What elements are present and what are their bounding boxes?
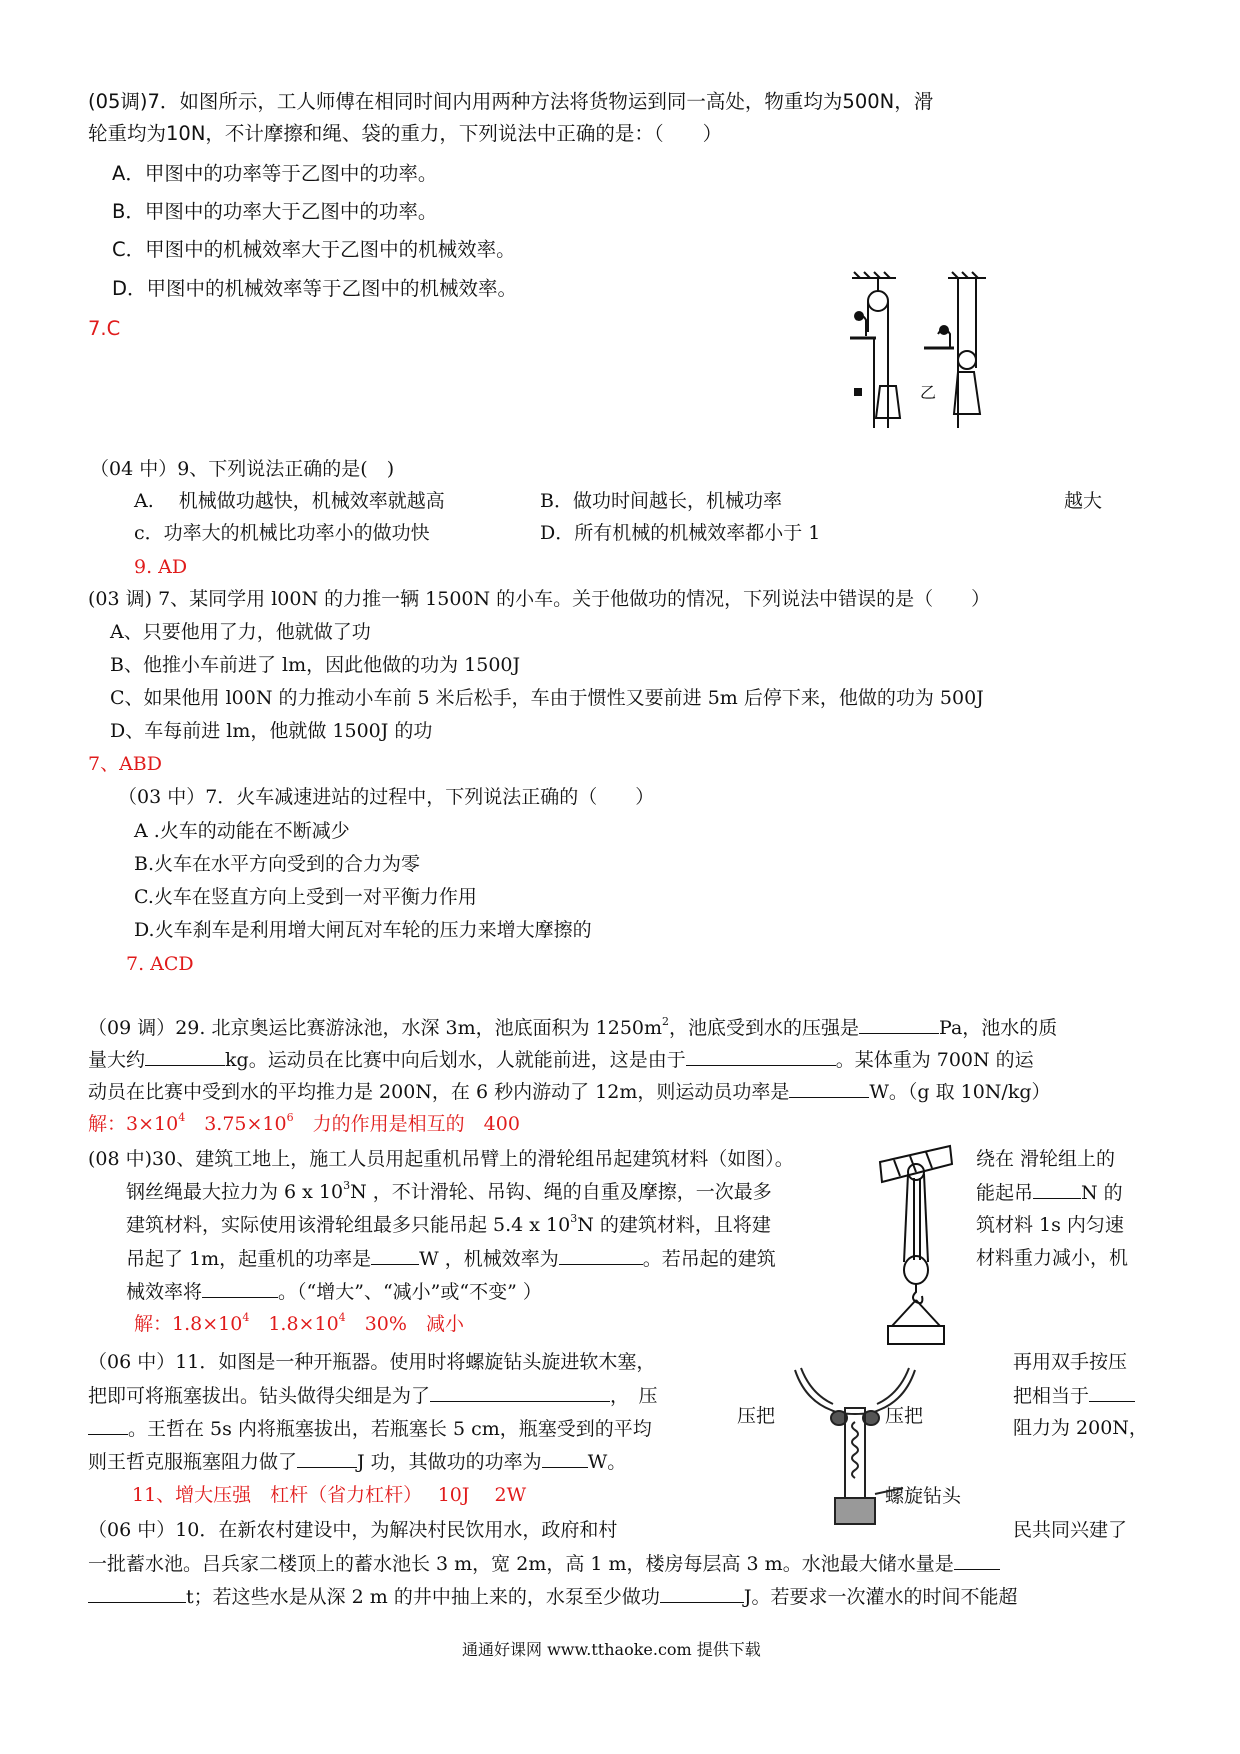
pulley-comparison-figure [840,268,1000,438]
q6-line1-right: 绕在 滑轮组上的 [976,1148,1116,1170]
fig-label-drill: 螺旋钻头 [885,1485,962,1507]
q3-option-d: D、车每前进 lm，他就做 1500J 的功 [110,720,433,742]
q6-line1: (08 中)30、建筑工地上，施工人员用起重机吊臂上的滑轮组吊起建筑材料（如图）。 [88,1148,794,1170]
q4-option-d: D.火车刹车是利用增大闸瓦对车轮的压力来增大摩擦的 [134,919,592,941]
q4-option-c: C.火车在竖直方向上受到一对平衡力作用 [134,886,477,908]
q8-line1: （06 中）10．在新农村建设中，为解决村民饮用水，政府和村 [88,1519,618,1541]
q1-option-a: A．甲图中的功率等于乙图中的功率。 [112,162,438,185]
q7-line3: 。王哲在 5s 内将瓶塞拔出，若瓶塞长 5 cm，瓶塞受到的平均 [88,1414,652,1443]
q7-line2-right: 把相当于 [1013,1381,1135,1410]
q5-line2: 量大约 kg。运动员在比赛中向后划水，人就能前进，这是由于 。某体重为 700N 的运 [88,1045,1034,1074]
q2-stem: （04 中）9、下列说法正确的是( ) [90,458,395,480]
q7-line2: 把即可将瓶塞拔出。钻头做得尖细是为了 ， 压 [88,1381,658,1410]
q2-option-b-tail: 越大 [1064,490,1103,512]
q2-option-d: D．所有机械的机械效率都小于 1 [540,522,821,544]
q4-stem: （03 中）7．火车减速进站的过程中，下列说法正确的（ ） [118,786,655,808]
q3-answer: 7、ABD [88,753,163,775]
q8-line3: t；若这些水是从深 2 m 的井中抽上来的，水泵至少做功 J。若要求一次灌水的时间不能超 [88,1582,1018,1611]
fig-label-press-right: 压把 [885,1405,924,1427]
q5-line3: 动员在比赛中受到水的平均推力是 200N，在 6 秒内游动了 12m，则运动员功率是 W。（g 取 10N/kg） [88,1077,1051,1106]
fig-label-yi: 乙 [920,383,937,402]
q7-line1: （06 中）11．如图是一种开瓶器。使用时将螺旋钻头旋进软木塞， [88,1351,656,1373]
q1-stem-line2: 轮重均为10N，不计摩擦和绳、袋的重力，下列说法中正确的是：（ ） [88,122,723,145]
crane-pulley-figure [870,1140,960,1350]
q7-answer: 11、增大压强 杠杆（省力杠杆） 10J 2W [132,1484,527,1506]
q6-line3-right: 筑材料 1s 内匀速 [976,1214,1124,1236]
q8-line2: 一批蓄水池。吕兵家二楼顶上的蓄水池长 3 m，宽 2m，高 1 m，楼房每层高 3 m。水池最大储水量是 [88,1549,1000,1578]
q7-line4: 则王哲克服瓶塞阻力做了 J 功，其做功的功率为 W。 [88,1447,626,1476]
q4-answer: 7. ACD [126,953,194,975]
q6-line5: 械效率将 。（“增大”、“减小”或“不变” ） [126,1277,542,1306]
q4-option-a: A .火车的动能在不断减少 [134,820,350,842]
q6-line3: 建筑材料，实际使用该滑轮组最多只能吊起 5.4 x $10^3N$ 的建筑材料，且将建 [126,1212,771,1236]
q3-stem: (03 调) 7、某同学用 l00N 的力推一辆 1500N 的小车。关于他做功的情况，下列说法中错误的是（ ） [88,588,991,610]
q2-option-a: A. 机械做功越快，机械效率就越高 [134,490,445,512]
q5-line1: （09 调）29. 北京奥运比赛游泳池，水深 3m，池底面积为 $1250m^2$，池底受到水的压强是 Pa，池水的质 [88,1015,1058,1039]
fig-label-press-left: 压把 [737,1405,776,1427]
q8-line1-right: 民共同兴建了 [1013,1519,1128,1541]
q6-line4: 吊起了 1m，起重机的功率是 W ，机械效率为 。若吊起的建筑 [126,1244,776,1273]
page-footer: 通通好课网 www.tthaoke.com 提供下载 [462,1640,761,1659]
bottle-opener-figure [735,1358,1005,1526]
q1-option-d: D．甲图中的机械效率等于乙图中的机械效率。 [112,277,518,300]
q2-option-b: B．做功时间越长，机械功率 [540,490,782,512]
q1-option-c: C．甲图中的机械效率大于乙图中的机械效率。 [112,238,516,261]
q3-option-a: A、只要他用了力，他就做了功 [110,621,371,643]
q6-line2-right: 能起吊 N 的 [976,1178,1123,1207]
q3-option-c: C、如果他用 l00N 的力推动小车前 5 米后松手，车由于惯性又要前进 5m 后停下来，他做的功为 500J [110,687,984,709]
q6-answer: 解：$1.8\times 10^4$ $1.8\times 10^4$ 30% 减小 [134,1311,464,1335]
q1-stem-line1: (05调)7．如图所示，工人师傅在相同时间内用两种方法将货物运到同一高处，物重均为500N，滑 [88,90,934,113]
q2-option-c: c．功率大的机械比功率小的做功快 [134,522,430,544]
q5-answer: 解：$3\times 10^4$ $3.75\times 10^6$ 力的作用是相互的 400 [88,1111,520,1135]
q3-option-b: B、他推小车前进了 lm，因此他做的功为 1500J [110,654,521,676]
q2-answer: 9. AD [134,556,188,578]
q7-line3-right: 阻力为 200N， [1013,1417,1148,1439]
q6-line4-right: 材料重力减小，机 [976,1247,1129,1269]
q1-answer: 7.C [88,317,121,340]
q1-option-b: B．甲图中的功率大于乙图中的功率。 [112,200,438,223]
q7-line1-right: 再用双手按压 [1013,1351,1128,1373]
q6-line2: 钢丝绳最大拉力为 6 x $10^3N$ ，不计滑轮、吊钩、绳的自重及摩擦，一次最多 [126,1179,772,1203]
q4-option-b: B.火车在水平方向受到的合力为零 [134,853,421,875]
